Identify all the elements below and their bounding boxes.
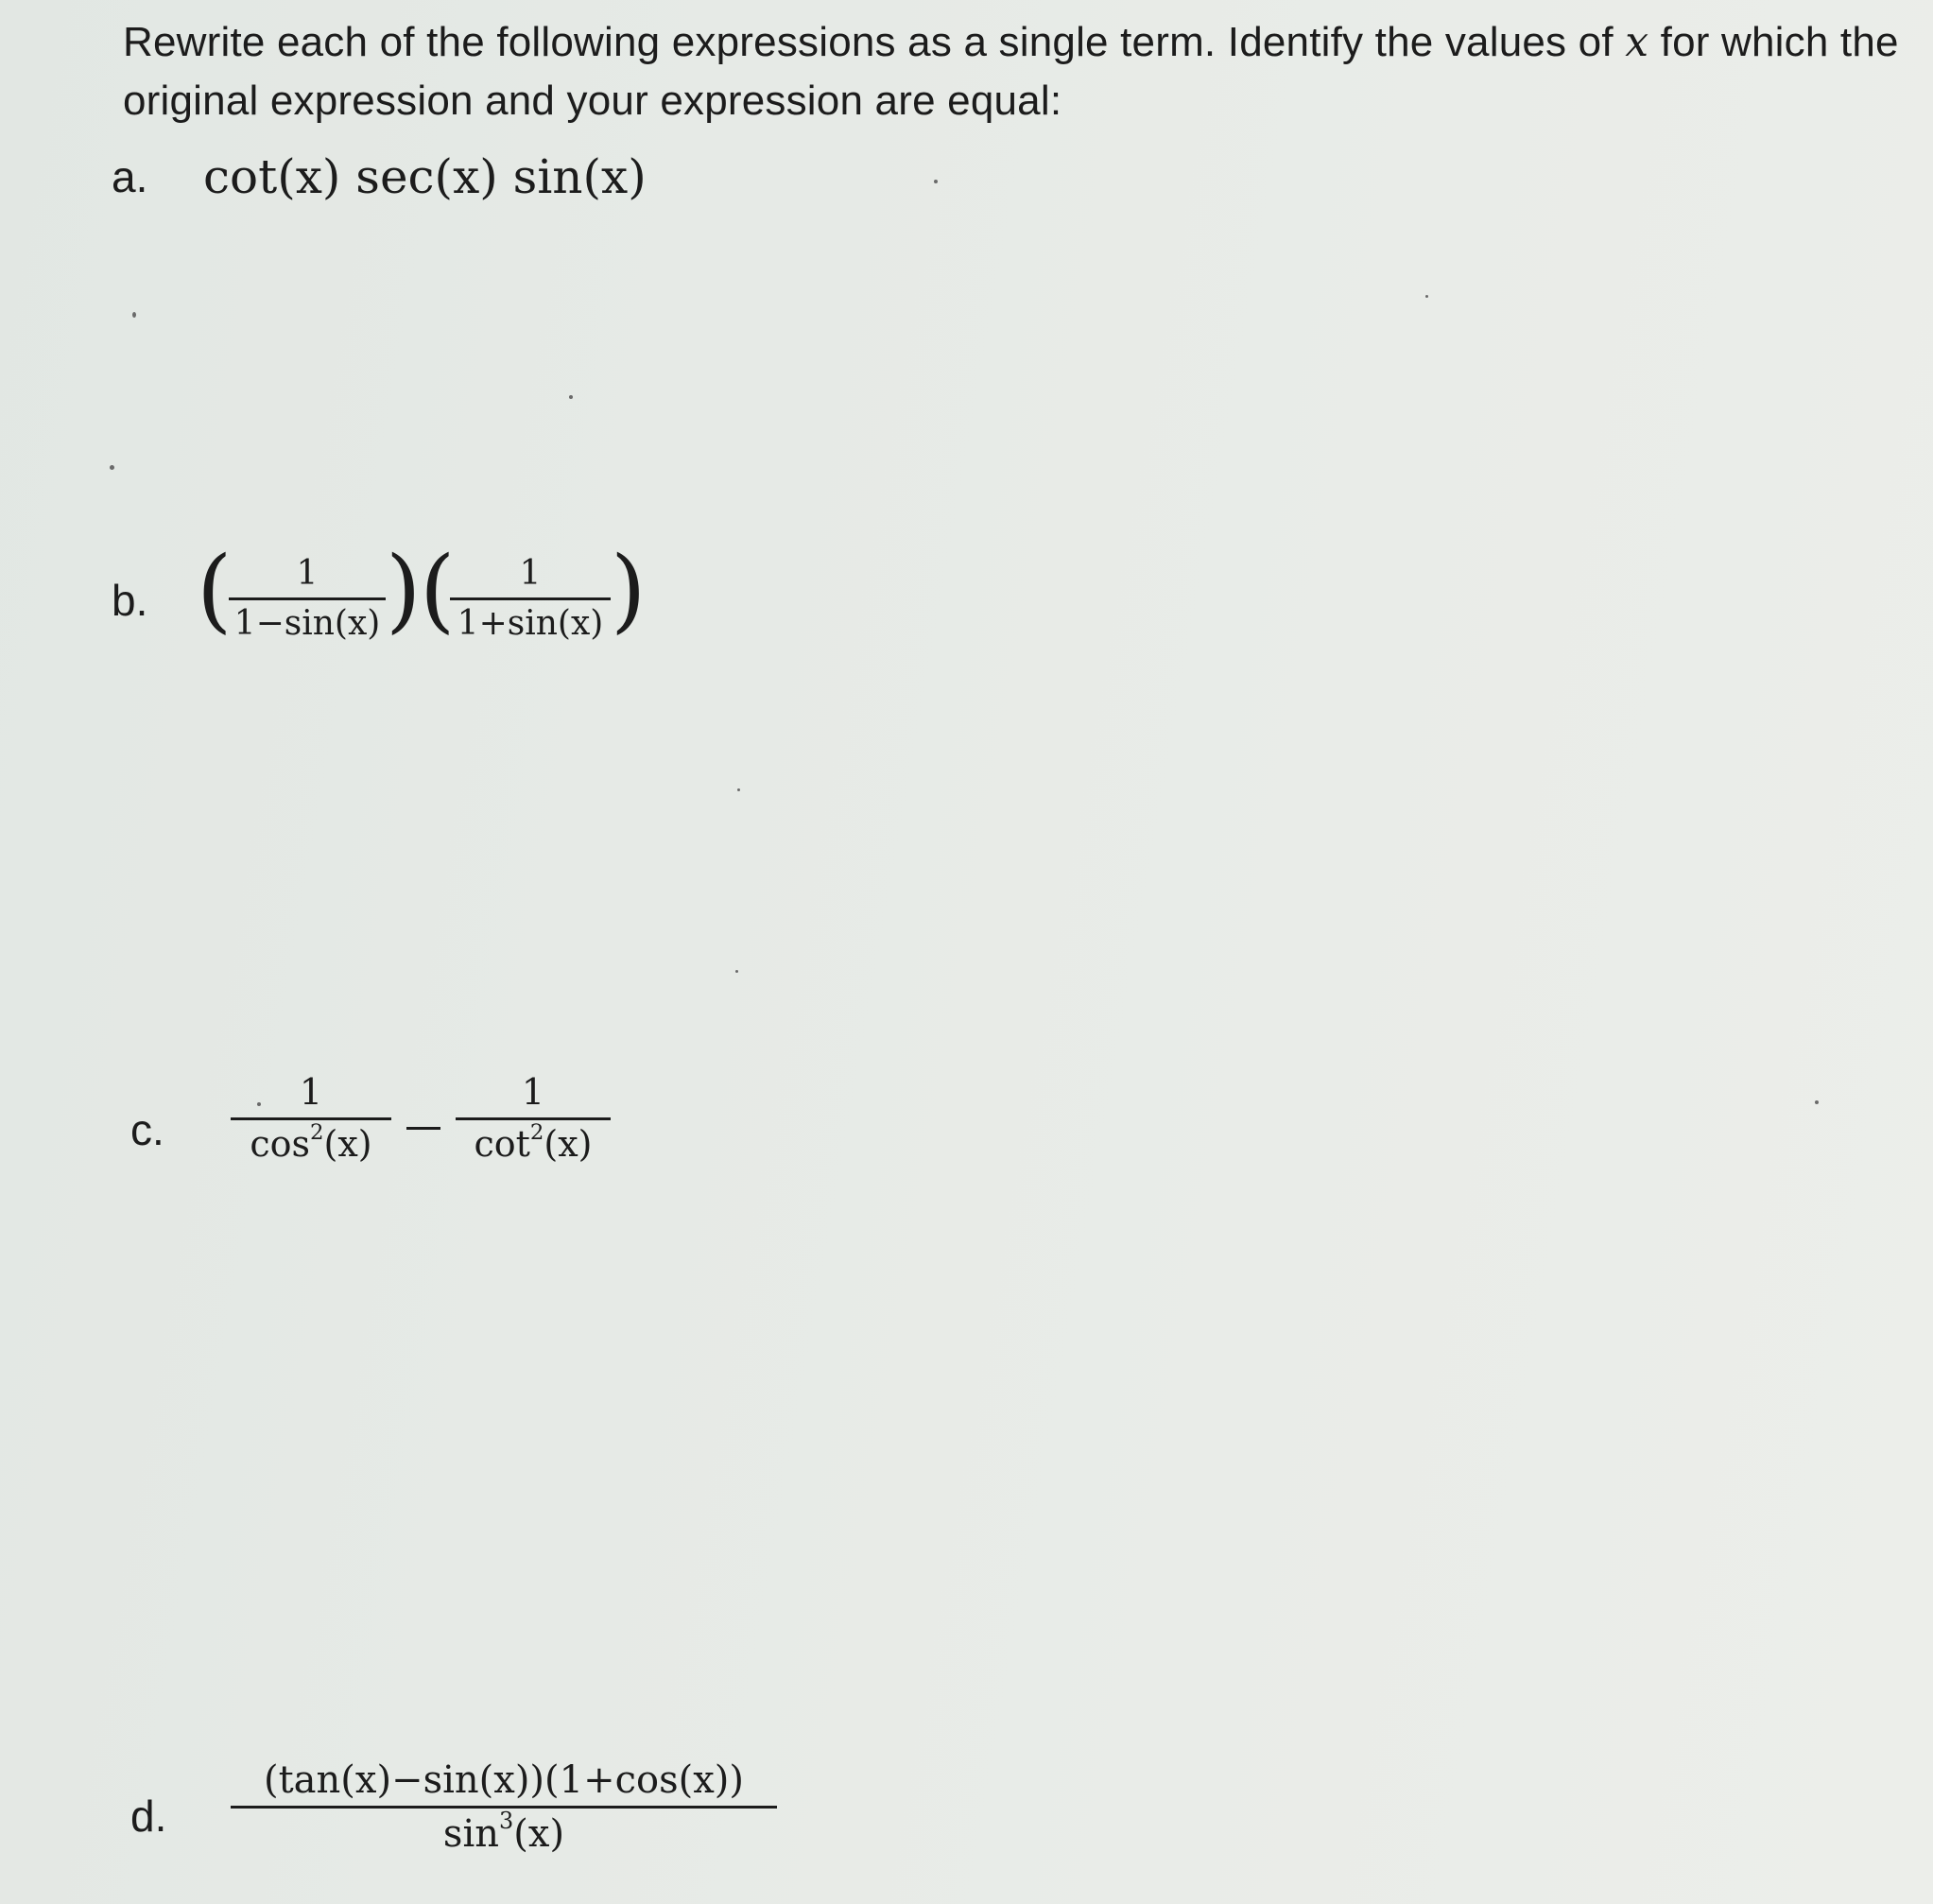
problem-b-fraction-1-bar xyxy=(229,597,386,600)
problem-c-fraction-1 xyxy=(231,1071,391,1165)
problem-b-fraction-2-bar xyxy=(450,597,611,600)
problem-d-denominator: $\sin^3(x)$ xyxy=(442,1807,565,1856)
problem-d-label: d. xyxy=(130,1791,167,1841)
paper-speck xyxy=(934,180,938,183)
problem-d-fraction xyxy=(231,1760,777,1854)
problem-b-fraction-1 xyxy=(229,556,386,642)
instructions-variable: x xyxy=(1625,18,1649,66)
problem-b-fraction-1-numerator: 1 xyxy=(296,554,319,593)
paper-speck xyxy=(257,1102,261,1106)
problem-b-label: b. xyxy=(112,576,148,625)
paper-speck xyxy=(110,465,114,470)
problem-b-fraction-2-numerator: 1 xyxy=(519,554,542,593)
problem-b-open-paren-1: ( xyxy=(197,537,233,643)
paper-speck xyxy=(1815,1100,1819,1104)
paper-speck xyxy=(132,312,136,318)
problem-b-open-paren-2: ( xyxy=(420,537,456,643)
instructions-part1: Rewrite each of the following expressions as a single term. Identify the values of xyxy=(123,19,1626,65)
problem-b-close-paren-1: ) xyxy=(386,537,422,643)
problem-a-label: a. xyxy=(112,152,148,201)
instructions-text xyxy=(123,13,1900,130)
problem-c-fraction-2 xyxy=(456,1071,611,1165)
problem-c-fraction-1-denominator: $\cos^2(x)$ xyxy=(250,1119,372,1165)
problem-b-close-paren-2: ) xyxy=(611,537,647,643)
problem-d-numerator: (tan(x)−sin(x))(1+cos(x)) xyxy=(264,1758,744,1802)
problem-c-fraction-2-numerator: 1 xyxy=(521,1071,545,1113)
problem-c-fraction-2-denominator: $\cot^2(x)$ xyxy=(474,1119,593,1165)
problem-c-minus-sign xyxy=(406,1127,440,1130)
paper-speck xyxy=(1425,295,1428,298)
problem-b-fraction-2-denominator: 1+sin(x) xyxy=(457,603,604,643)
problem-a-expression: cot(x) sec(x) sin(x) xyxy=(203,149,647,204)
paper-speck xyxy=(735,970,738,973)
problem-c-fraction-1-numerator: 1 xyxy=(299,1071,323,1113)
instructions-part2: for which the original expression and your expression are equal: xyxy=(123,19,1899,124)
problem-b-fraction-1-denominator: 1−sin(x) xyxy=(233,603,381,643)
problem-b-fraction-2 xyxy=(450,556,611,642)
problem-c-label: c. xyxy=(130,1105,164,1154)
paper-speck xyxy=(737,788,740,791)
paper-speck xyxy=(569,395,573,399)
